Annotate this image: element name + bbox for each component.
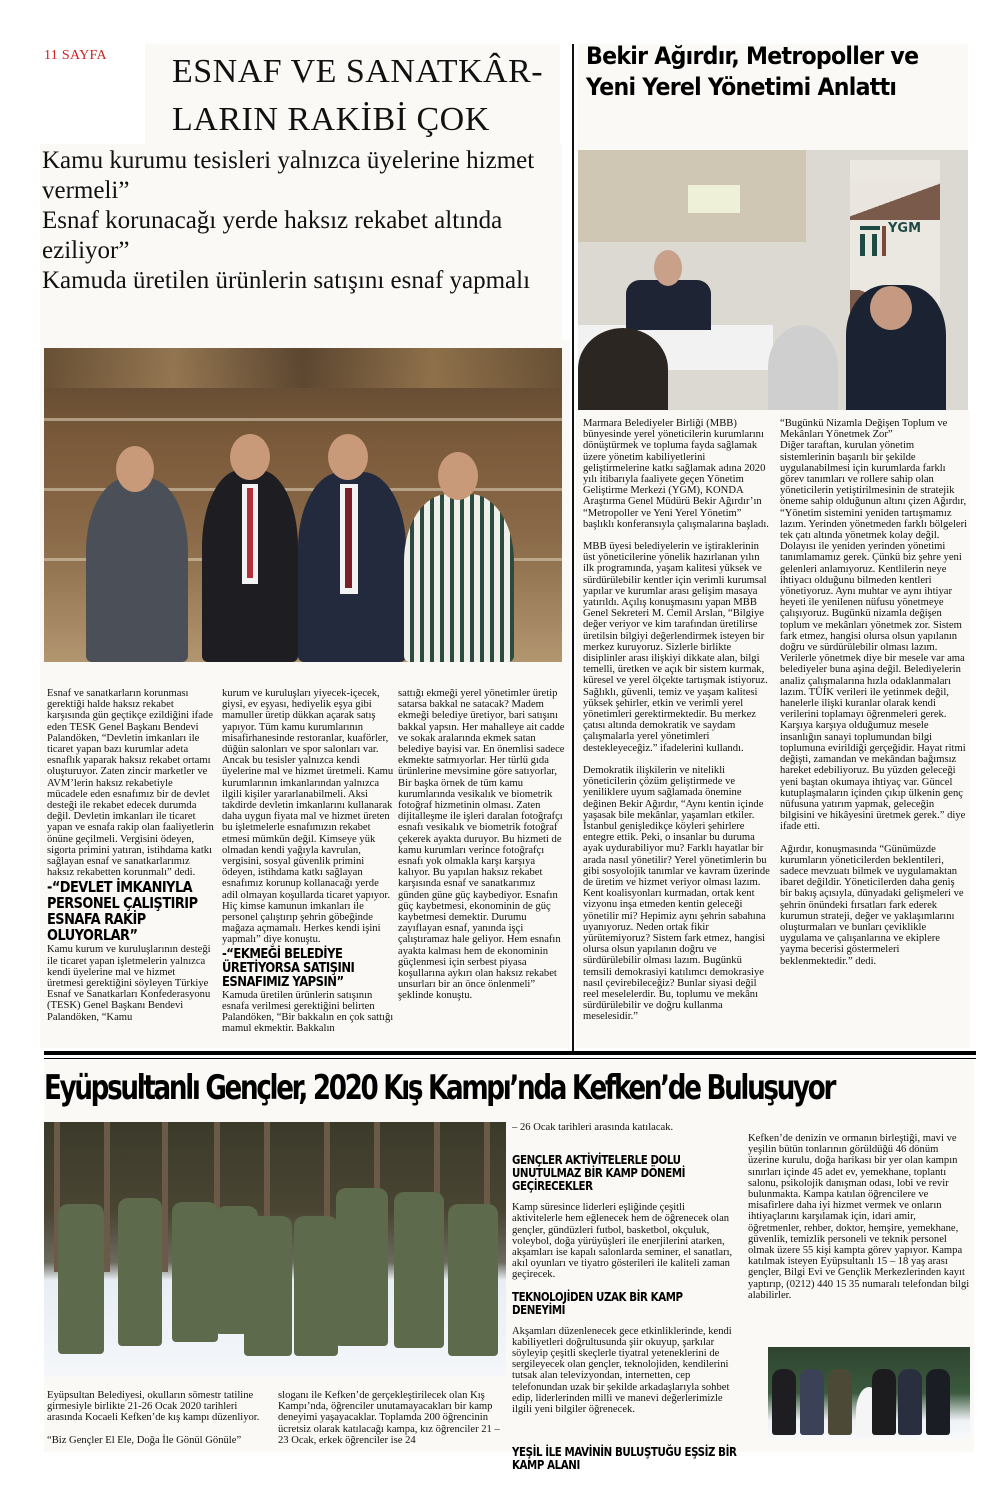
article3-column-2 bbox=[278, 1390, 508, 1446]
page-number-label: 11 SAYFA bbox=[44, 48, 107, 63]
article3-column-4 bbox=[748, 1133, 970, 1301]
article1-crosshead-2: -“EKMEĞİ BELEDİYE ÜRETİYORSA SATIŞINI ESNAFIMIZ YAPSIN” bbox=[222, 945, 355, 990]
conference-photo bbox=[578, 150, 968, 410]
article1-headline: ESNAF VE SANATKÂR-LARIN RAKİBİ ÇOK bbox=[172, 53, 544, 138]
section-divider-thin bbox=[44, 1058, 976, 1059]
banner-logo-text: YGM bbox=[888, 221, 922, 236]
article1-crosshead-1: -“DEVLET İMKANIYLA PERSONEL ÇALIŞTIRIP ESNAFA RAKİP OLUYORLAR” bbox=[47, 878, 198, 945]
article2-subtitle: “Bugünkü Nizamla Değişen Toplum ve Mekânları Yönetmek Zor” bbox=[780, 418, 948, 441]
article1-subheads bbox=[40, 144, 562, 344]
article3-paragraph: – 26 Ocak tarihleri arasında katılacak. bbox=[512, 1122, 674, 1133]
article3-crosshead-2: TEKNOLOJİDEN UZAK BİR KAMP DENEYİMİ bbox=[512, 1288, 683, 1317]
article3-column-3 bbox=[512, 1122, 737, 1471]
article3-paragraph: Kefken’de denizin ve ormanın birleştiği, mavi ve yeşilin bütün tonlarının görüldüğü 46 dönüm üzerine kurulu, doğa harikası bir yer olan kampın sınırları içinde 45 adet ev, yemekhane, toplantı salonu, psikolojik danışman odası, lobi ve revir bulunmakta. Kampa katılan öğrencilere ve misafirlere daha iyi hizmet vermek ve onların ihtiyaçlarını karşılamak için, idari amir, öğretmenler, rehber, doktor, hemşire, yemekhane, güvenlik, temizlik personeli ve teknik personel olmak üzere 55 kişi kampta görev yapıyor. Kampa katılmak isteyen Eyüpsultanlı 15 – 18 yaş arası gençler, Bilgi Evi ve Gençlik Merkezlerinden kayıt yaptırıp, (0212) 440 15 35 numaralı telefondan bilgi alabilirler. bbox=[748, 1133, 970, 1301]
article2-paragraph: Demokratik ilişkilerin ve nitelikli yöneticilerin çözüm geliştirmede ve yeniliklere uyum sağlamada önemine değinen Bekir Ağırdır, “Aynı kentin içinde yaşasak bile mekânlar, yaşamları etkiler. İstanbul genişledikçe köyleri şehirlere entegre ettik. Peki, o insanlar bu duruma ayak uydurabiliyor mu? Farklı hayatlar bir arada nasıl yönetilir? Yerel yönetimlerin bu gibi sosyolojik tanımlar ve kavram üzerinde de üretim ve hizmet veriyor olması lazım. Kent koalisyonları kurmadan, ortak kent vizyonu inşa etmeden kentin geleceği yönetilir mi? Hepimiz aynı şehrin sabahına uyanıyoruz. Neden ortak fikir yürütemiyoruz? Sistem fark etmez, hangisi olursa olsun yapılanın doğru ve sürdürülebilir olması lazım. Bugünkü temsili demokrasiyi katılımcı demokrasiye nasıl çevirebileceğiz? Bunlar siyasi değil reel meselelerdir. Bu, toplumu ve mekânı sürdürülebilir ve doğru kullanma meselesidir.” bbox=[583, 764, 770, 1023]
column-divider bbox=[572, 44, 574, 1052]
article3-column-1 bbox=[47, 1390, 269, 1446]
article1-column-2 bbox=[222, 688, 394, 1034]
subhead-3: Kamuda üretilen ürünlerin satışını esnaf yapmalı bbox=[42, 267, 531, 294]
article1-paragraph: Kamuda üretilen ürünlerin satışının esnafa verilmesi gerektiğini belirten Palandöken, “Bir bakkalın en çok sattığı mamul ekmektir. Bakkalın bbox=[222, 989, 394, 1035]
article1-column-1 bbox=[47, 688, 214, 1023]
article1-column-3 bbox=[398, 688, 568, 1002]
article3-crosshead-3: YEŞİL İLE MAVİNİN BULUŞTUĞU EŞSİZ BİR KAMP ALANI bbox=[512, 1444, 737, 1473]
article2-paragraph: MBB üyesi belediyelerin ve iştiraklerinin üst yöneticilerine yönelik hazırlanan yılın ilk programında, yaşam kalitesi yüksek ve sürdürülebilir kentler için verimli kurumsal yapılar ve kurumlar arası gelişim masaya yatırıldı. Açılış konuşmasını yapan MBB Genel Sekreteri M. Cemil Arslan, “Bilgiye değer veriyor ve kim tarafından üretilirse üretilsin bilgiyi değerlendirmek isteyen bir merkez kuruyoruz. Sizlerle birlikte disiplinler arası ilişkiyi dikkate alan, bilgi temelli, üretken ve açık bir sistem kurmak, küresel ve yerel ölçekte tartışmak istiyoruz. Sağlıklı, güvenli, temiz ve yaşam kalitesi yüksek şehirler, etkin ve verimli yerel yönetimleri gerektirmektedir. Bu merkez çatısı altında demokratik ve saydam çalışmalarla yerel yönetimleri destekleyeceğiz.” ifadelerini kullandı. bbox=[583, 541, 768, 754]
article2-paragraph: Ağırdır, konuşmasında “Günümüzde kurumların yöneticilerden beklentileri, sadece mevzuatı bilmek ve uygulamaktan ibaret değildir. Yöneticilerden daha geniş bir bakış açısıyla, dünyadaki gelişmeleri ve şehrin önündeki fırsatları fark ederek kurumun strateji, değer ve yaklaşımlarını oluşturmaları ve bunları çeviklikle uygulama ve çalışanlarına ve ekiplere yayma becerisi göstermeleri beklenmektedir.” dedi. bbox=[780, 843, 964, 967]
winter-camp-group-photo bbox=[44, 1122, 506, 1377]
article2-paragraph: Marmara Belediyeler Birliği (MBB) bünyesinde yerel yöneticilerin kurumlarını dönüştürmek ve topluma fayda sağlamak üzere yönetim kabiliyetlerini geliştirmelerine katkı sağlamak adına 2020 yılı itibarıyla faaliyete geçen Yönetim Geliştirme Merkezi (YGM), KONDA Araştırma Genel Müdürü Bekir Ağırdır’ın “Metropoller ve Yeni Yerel Yönetim” başlıklı konferansıyla çalışmalarına başladı. bbox=[583, 418, 769, 530]
article2-column-2 bbox=[780, 418, 968, 967]
article1-paragraph: sattığı ekmeği yerel yönetimler üretip satarsa bakkal ne satacak? Madem ekmeği belediye üretiyor, bari satışını bakkal yapsın. Her mahalleye ait cadde ve sokak aralarında ekmek satan belediye bayisi var. En önemlisi sadece ekmekte satmıyorlar. Her türlü gıda ürünlerine mevsimine göre satıyorlar, Bir başka örnek de tüm kamu kurumlarında vesikalık ve biometrik fotoğraf hizmetinin olması. Zaten dijitalleşme ile işleri daralan fotoğrafçı esnafı vesikalık ve biometrik fotoğraf çekerek ayakta duruyor. Bu hizmeti de kamu kurumları verince fotoğrafçı esnafı yok olmakla karşı karşıya kalıyor. Bu yapılan haksız rekabet karşısında esnaf ve sanatkarımız günden güne güç kaybediyor. Esnafın güç kaybetmesi, ekonominin de güç kaybetmesi demektir. Durumu zayıflayan esnaf, yanında işçi çalıştıramaz hale geliyor. Hem esnafın ayakta kalması hem de ekonominin güçlenmesi için serbest piyasa koşullarına aykırı olan haksız rekabet unsurları bir an önce önlenmeli” şeklinde konuştu. bbox=[398, 688, 565, 1002]
article1-paragraph: Kamu kurum ve kuruluşlarının desteği ile ticaret yapan işletmelerin yalnızca kendi üyelerine mal ve hizmet üretmesi gerektiğini söyleyen Türkiye Esnaf ve Sanatkarları Konfederasyonu (TESK) Genel Başkanı Bendevi Palandöken, “Kamu bbox=[47, 944, 211, 1023]
article3-paragraph: sloganı ile Kefken’de gerçekleştirilecek olan Kış Kampı’nda, öğrenciler unutamayacakları bir kamp deneyimi yaşayacaklar. Toplamda 200 öğrencinin ücretsiz olarak katılacağı kampa, kız öğrenciler 21 – 23 Ocak, erkek öğrenciler ise 24 bbox=[278, 1390, 500, 1446]
subhead-2: Esnaf korunacağı yerde haksız rekabet altında eziliyor” bbox=[42, 207, 503, 264]
article3-paragraph: Eyüpsultan Belediyesi, okulların sömestr tatiline girmesiyle birlikte 21-26 Ocak 2020 tarihleri arasında Kocaeli Kefken’de kış kampı düzenliyor. bbox=[47, 1390, 260, 1424]
article2-column-1 bbox=[583, 418, 773, 1023]
article3-paragraph: Kamp süresince liderleri eşliğinde çeşitli aktivitelerle hem eğlenecek hem de öğrenecek olan gençler, gündüzleri futbol, basketbol, okçuluk, voleybol, doğa yürüyüşleri ile enerjilerini atarken, akşamları ise kapalı salonlarda seminer, el sanatları, akıl oyunları ve tiyatro gösterileri ile kaliteli zaman geçirecek. bbox=[512, 1202, 733, 1281]
article1-paragraph: kurum ve kuruluşları yiyecek-içecek, giysi, ev eşyası, hediyelik eşya gibi mamuller üretip dükkan açarak satış yapıyor. Tüm kamu kurumlarının misafirhanesinde restoranlar, kuaförler, düğün salonları ve spor salonları var. Ancak bu tesisler yalnızca kendi üyelerine mal ve hizmet üretmeli. Kamu kurumlarının imkanlarından yalnızca ilgili kişiler yararlanabilmeli. Aksi takdirde devletin imkanlarını kullanarak daha uygun fiyata mal ve hizmet üreten bu işletmelerle esnafımızın rekabet etmesi mümkün değil. Kimseye yük olmadan kendi yağıyla kavrulan, vergisini, sosyal güvenlik primini ödeyen, istihdama katkı sağlayan esnafımız korunup kollanacağı yerde adil olmayan koşullarda ticaret yapıyor. Hiç kimse kamunun imkanları ile personel çalıştırıp şehrin göbeğinde mağaza açmamalı. Herkes kendi işini yapmalı” diye konuştu. bbox=[222, 688, 394, 946]
subhead-1: Kamu kurumu tesisleri yalnızca üyelerine hizmet vermeli” bbox=[42, 147, 535, 204]
shop-group-photo bbox=[44, 348, 562, 662]
article3-paragraph: Akşamları düzenlenecek gece etkinliklerinde, kendi kabiliyetleri doğrultusunda şiir okuyup, şarkılar söyleyip çeşitli skeçlerle tiyatral yeteneklerini de sergileyecek olan gençler, teknolojiden, kendilerini tutsak alan televizyondan, internetten, cep telefonundan uzak bir şekilde arkadaşlarıyla sohbet edip, liderlerinden milli ve manevi değerlerimizle ilgili yeni bilgiler öğrenecek. bbox=[512, 1325, 732, 1416]
article2-headline: Bekir Ağırdır, Metropoller ve Yeni Yerel Yönetimi Anlattı bbox=[586, 42, 919, 101]
article3-crosshead-1: GENÇLER AKTİVİTELERLE DOLU UNUTULMAZ BİR KAMP DÖNEMİ GEÇİRECEKLER bbox=[512, 1152, 686, 1194]
section-divider-thick bbox=[44, 1051, 976, 1055]
article1-paragraph: Esnaf ve sanatkarların korunması gerektiği halde haksız rekabet karşısında gün geçtikçe ezildiğini ifade eden TESK Genel Başkanı Bendevi Palandöken, “Devletin imkanları ile ticaret yapan bazı kurumlar adeta esnaflık yaparak haksız rekabet ortamı oluşturuyor. Zaten zincir marketler ve AVM’lerin haksız rekabetiyle mücadele eden esnafımız bir de devlet desteği ile rekabet edecek durumda değil. Devletin imkanları ile ticaret yapan ve esnafa rakip olan faaliyetlerin önüne geçilmeli. Vergisini ödeyen, sigorta primini yatıran, istihdama katkı sağlayan esnaf ve sanatkarlarımız haksız rekabetten korunmalı” dedi. bbox=[47, 688, 214, 879]
article2-paragraph: Diğer taraftan, kurulan yönetim sistemlerinin başarılı bir şekilde uygulanabilmesi için kurumlarda farklı görev tanımları ve rollere sahip olan yöneticilerin yetiştirilmesinin de stratejik öneme sahip olduğunun altını çizen Ağırdır, “Yönetim sistemini yeniden tartışmamız lazım. Yerinden yönetmeden farklı bölgeleri tek çatı altında yönetmek kolay değil. Dolayısı ile yeniden yerinden yönetimi tanımlamamız gerek. Çünkü biz şehre yeni gelenleri anlamıyoruz. Kentlilerin neye ihtiyacı olduğunu bilmeden kentleri yönetiyoruz. Aynı muhtar ve aynı ihtiyar heyeti ile yenilenen nüfusu yönetmeye çalışıyoruz. Bugünkü nizamla değişen toplum ve mekânları yönetmek zor. Sistem fark etmez, hangisi olursa olsun yapılanın doğru ve sürdürülebilir olması lazım. Verilerle yönetmek diye bir mesele var ama belediyeler buna aşina değil. Belediyelerin analiz çalışmalarına hızla odaklanmaları lazım. TÜİK verileri ile yetinmek değil, hanelerle ilişki kuranlar olarak kendi verilerini toplamayı öğrenmeleri gerek. Karşıya karşıya olduğumuz mesele insanlığın sanayi toplumundan bilgi toplumuna evirildiği gerçeğidir. Hayat ritmi değişti, zamandan ve mekândan bağımsız hareket edebiliyoruz. Bu yüzden geleceği yeni baştan okumaya ihtiyaç var. Güncel kutuplaşmaların içinden çıkıp ülkenin genç nüfusuna yatırım yapmak, geleceğin bilgisini ve hikâyesini üretmek gerek.” diye ifade etti. bbox=[780, 440, 968, 833]
article3-slogan: “Biz Gençler El Ele, Doğa İle Gönül Gönüle” bbox=[47, 1434, 242, 1446]
article3-headline: Eyüpsultanlı Gençler, 2020 Kış Kampı’nda Kefken’de Buluşuyor bbox=[44, 1068, 835, 1108]
friends-snowman-photo bbox=[768, 1347, 970, 1439]
